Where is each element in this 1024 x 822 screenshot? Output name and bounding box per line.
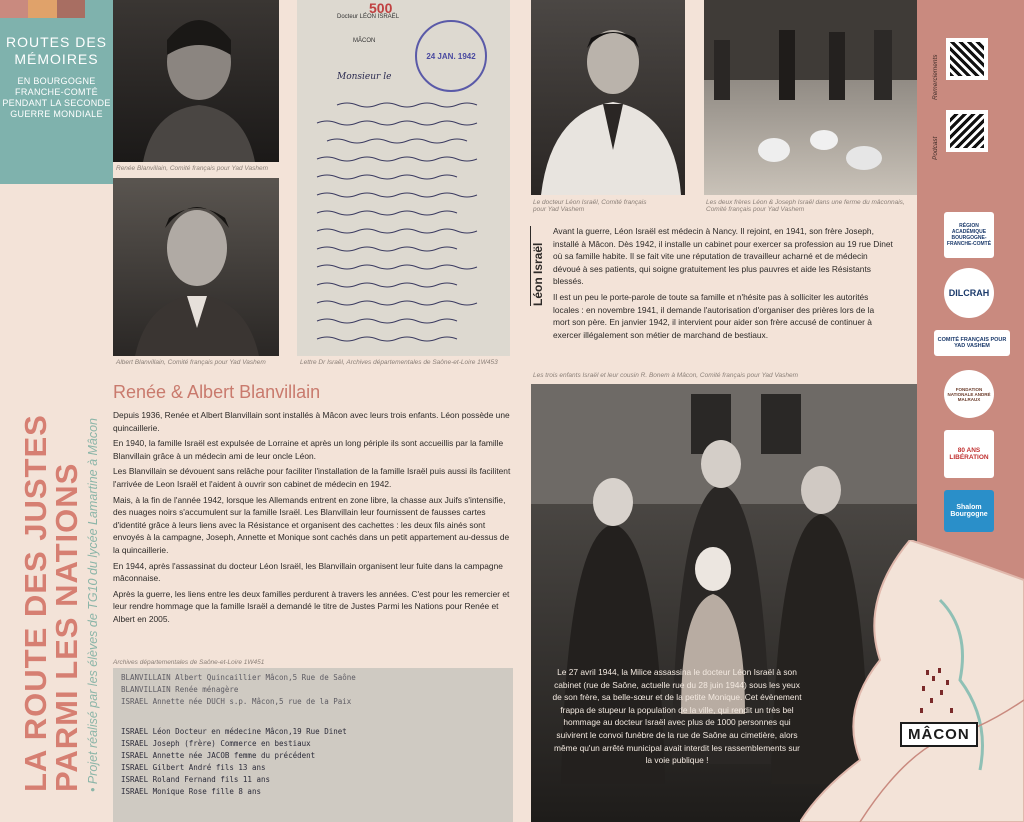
- podcast-label-text: Podcast: [932, 136, 939, 160]
- archive-line-1: ISRAEL Léon Docteur en médecine Mâcon,19 Rue Dinet: [121, 727, 347, 736]
- logo-shalom: [944, 490, 994, 532]
- portrait-renee-image: [113, 0, 279, 162]
- israel-label-rule: [530, 226, 531, 306]
- archive-line-5: ISRAEL Roland Fernand fils 11 ans: [121, 775, 271, 784]
- farm-photo-image: [704, 0, 917, 195]
- portrait-albert-image: [113, 178, 279, 356]
- vertical-subtitle: • Projet réalisé par les élèves de TG10 du lycée Lamartine à Mâcon: [86, 417, 100, 792]
- archive-upper-line-2: BLANVILLAIN Renée ménagère: [121, 685, 239, 694]
- portrait-docteur-image: [531, 0, 685, 195]
- handwriting-lines: [307, 95, 507, 355]
- letter-stamp-number: 500: [369, 0, 393, 16]
- blanvillain-heading: Renée & Albert Blanvillain: [113, 382, 321, 402]
- archive-upper-line-1: BLANVILLAIN Albert Quincaillier Mâcon,5 Rue de Saône: [121, 673, 356, 682]
- logo-dilcrah: [944, 268, 994, 318]
- overlay-text: Le 27 avril 1944, la Milice assassina le docteur Léon Israël à son cabinet (rue de Saône, actuelle rue du 28 juin 1944) sous les yeux de son frère, sa belle-sœur et de la petite Monique. Cet évènement frappa de stupeur la population de la ville, qui rendit un très bel hommage au docteur Israël avec plus de 1000 personnes qui suivirent le convoi funèbre de la rue de Saône au cimetière, alors même qu'un arrêté municipal avait interdit les rassemblements sur la voie publique !: [552, 667, 802, 766]
- caption-letter: Lettre Dr Israël, Archives départementales de Saône-et-Loire 1W453: [300, 359, 498, 366]
- blanvillain-paragraph-3: Les Blanvillain se dévouent sans relâche pour faciliter l'installation de la famille Israël puis aussi ils facilitent l'arrivée de Leon Israël et l'aident à ouvrir son cabinet de médecin en 1942.: [113, 466, 511, 489]
- region-text: EN BOURGOGNE FRANCHE-COMTÉ PENDANT LA SECONDE GUERRE MONDIALE: [2, 76, 111, 119]
- logo-shalom-text: Shalom Bourgogne: [950, 504, 988, 518]
- photo-albert: [113, 178, 279, 356]
- israel-paragraph-2: Il est un peu le porte-parole de toute sa famille et n'hésite pas à solliciter les autorités locales : en novembre 1941, il demande l'autorisation d'organiser des prières lors de la mort son père. En janvier 1942, il intervient pour aider son frère accusé de continuer à exercer illégalement son métier de marchand de bestiaux.: [553, 291, 875, 340]
- caption-albert: Albert Blanvillain, Comité français pour Yad Vashem: [116, 359, 266, 366]
- blanvillain-paragraph-5: En 1944, après l'assassinat du docteur Léon Israël, les Blanvillain organisent leur fuite dans la campagne mâconnaise.: [113, 560, 503, 584]
- logo-yad-vashem-text: COMITÉ FRANÇAIS POUR YAD VASHEM: [937, 337, 1007, 349]
- vertical-title-line-2: PARMI LES NATIONS: [49, 462, 84, 792]
- series-block: [0, 18, 113, 184]
- archive-upper-line-3: ISRAEL Annette née DUCH s.p. Mâcon,5 rue de la Paix: [121, 697, 352, 706]
- blanvillain-text: [113, 409, 515, 629]
- logo-region: [944, 212, 994, 258]
- date-stamp-text: 24 JAN. 1942: [426, 51, 476, 61]
- photo-renee: [113, 0, 279, 162]
- blanvillain-paragraph-1: Depuis 1936, Renée et Albert Blanvillain sont installés à Mâcon avec leurs trois enfants. Léon possède une quincaillerie.: [113, 410, 510, 433]
- letter-header-name: Docteur LÉON ISRAËL: [337, 14, 400, 20]
- thanks-label: [932, 30, 942, 100]
- letter-salutation: Monsieur le: [337, 72, 392, 82]
- photo-docteur: [531, 0, 685, 195]
- map-illustration: [800, 540, 1024, 822]
- logo-region-text: RÉGION ACADÉMIQUE BOURGOGNE-FRANCHE-COMTÉ: [946, 223, 992, 247]
- israel-text: [553, 225, 893, 344]
- qr-thanks[interactable]: [946, 38, 988, 80]
- logo-malraux-text: FONDATION NATIONALE ANDRÉ MALRAUX: [947, 386, 991, 402]
- date-stamp: [415, 20, 487, 92]
- caption-freres: Les deux frères Léon & Joseph Israël dans une ferme du mâconnais, Comité français pour Yad Vashem: [706, 199, 905, 213]
- caption-archives: Archives départementales de Saône-et-Loire 1W451: [113, 659, 265, 666]
- logo-liberation: [944, 430, 994, 478]
- israel-label: [531, 226, 545, 306]
- caption-enfants: Les trois enfants Israël et leur cousin R. Bonem à Mâcon, Comité français pour Yad Vashem: [533, 372, 799, 379]
- vertical-title-line-1: LA ROUTE DES JUSTES: [18, 414, 53, 792]
- letter-header-address: MÂCON: [353, 38, 376, 44]
- map-label-macon-text: MÂCON: [908, 726, 970, 743]
- logo-liberation-text: 80 ANS LIBÉRATION: [949, 447, 989, 461]
- qr-podcast[interactable]: [946, 110, 988, 152]
- thanks-label-text: Remerciements: [932, 54, 939, 100]
- logo-yad-vashem: [934, 330, 1010, 356]
- map-label-macon: [900, 722, 978, 747]
- blanvillain-paragraph-4: Mais, à la fin de l'année 1942, lorsque les Allemands entrent en zone libre, la chasse aux Juifs s'intensifie, des nuages noirs s'accumulent sur la famille Israël. Les Blanvillain leur fournissent de fausses cartes d'identité grâce à leurs liens avec la Résistance et organisent des cachettes : les deux fils ainés sont envoyés à la campagne, Joseph, Annette et Monique sont cachés dans un petit appartement au-dessus de la quincaillerie.: [113, 494, 510, 555]
- archive-document: [113, 668, 513, 822]
- israel-label-text: Léon Israël: [531, 242, 545, 306]
- letter-image: [297, 0, 510, 356]
- archive-line-6: ISRAEL Monique Rose fille 8 ans: [121, 787, 261, 796]
- photo-freres: [704, 0, 917, 195]
- podcast-label: [932, 120, 942, 160]
- archive-line-2: ISRAEL Joseph (frère) Commerce en bestiaux: [121, 739, 311, 748]
- blanvillain-paragraph-2: En 1940, la famille Israël est expulsée de Lorraine et après un long périple ils sont accueillis par la famille Blanvillain grâce à un médecin ami de leur oncle Léon.: [113, 438, 504, 461]
- archive-line-4: ISRAEL Gilbert André fils 13 ans: [121, 763, 266, 772]
- series-title: ROUTES DES MÉMOIRES: [5, 34, 107, 67]
- caption-renee: Renée Blanvillain, Comité français pour Yad Vashem: [116, 165, 268, 172]
- logo-malraux: [944, 370, 994, 418]
- caption-docteur: Le docteur Léon Israël, Comité français pour Yad Vashem: [533, 199, 647, 213]
- blanvillain-paragraph-6: Après la guerre, les liens entre les deux familles perdurent à travers les années. C'est pour les remercier et leur rendre hommage que la famille Israël a demandé le titre de Justes Parmi les Nations pour Renée et Albert en 2005.: [113, 588, 510, 624]
- archive-line-3: ISRAEL Annette née JACOB femme du précédent: [121, 751, 316, 760]
- israel-paragraph-1: Avant la guerre, Léon Israël est médecin à Nancy. Il rejoint, en 1941, son frère Joseph, installé à Mâcon. Dès 1942, il installe un cabinet pour exercer sa profession au 19 rue Dinet où sa famille habite. Il se fait vite une réputation de travailleur acharné et de médecin dévoué à ses patients, qui soigne gratuitement les plus pauvres et aide les Résistants blessés.: [553, 226, 893, 287]
- color-bars: [0, 0, 113, 18]
- logo-dilcrah-text: DILCRAH: [948, 288, 990, 298]
